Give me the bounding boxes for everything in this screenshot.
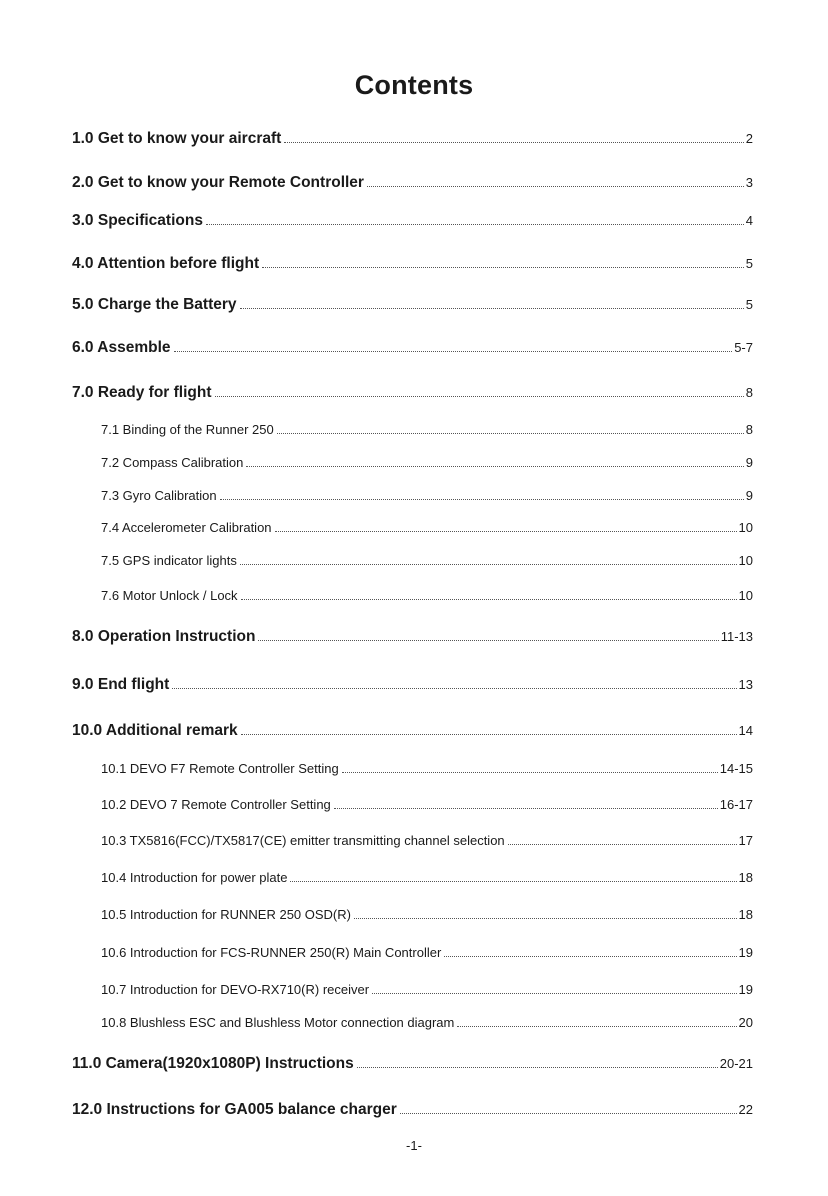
- toc-entry-label: 10.5 Introduction for RUNNER 250 OSD(R): [101, 907, 351, 922]
- toc-entry-10-8[interactable]: [101, 1015, 753, 1031]
- dot-leader: [508, 844, 737, 845]
- dot-leader: [457, 1026, 736, 1027]
- toc-entry-10-2[interactable]: [101, 797, 753, 813]
- dot-leader: [172, 688, 736, 689]
- toc-entry-page: 8: [745, 422, 753, 437]
- dot-leader: [284, 142, 743, 143]
- toc-entry-label: 8.0 Operation Instruction: [72, 628, 256, 645]
- toc-entry-label: 10.1 DEVO F7 Remote Controller Setting: [101, 761, 339, 776]
- dot-leader: [354, 918, 737, 919]
- toc-entry-label: 6.0 Assemble: [72, 339, 171, 356]
- toc-entry-label: 7.3 Gyro Calibration: [101, 488, 217, 503]
- toc-entry-6-0[interactable]: [72, 339, 753, 357]
- toc-entry-page: 18: [738, 907, 753, 922]
- toc-entry-page: 17: [738, 833, 753, 848]
- toc-entry-3-0[interactable]: [72, 212, 753, 230]
- dot-leader: [372, 993, 736, 994]
- toc-entry-7-3[interactable]: [101, 488, 753, 504]
- dot-leader: [357, 1067, 718, 1068]
- toc-entry-label: 7.0 Ready for flight: [72, 384, 212, 401]
- toc-entry-page: 18: [738, 870, 753, 885]
- toc-entry-10-3[interactable]: [101, 833, 753, 849]
- toc-entry-page: 16-17: [719, 797, 753, 812]
- toc-entry-5-0[interactable]: [72, 296, 753, 314]
- dot-leader: [262, 267, 744, 268]
- toc-entry-label: 4.0 Attention before flight: [72, 255, 260, 272]
- toc-entry-page: 14-15: [719, 761, 753, 776]
- toc-entry-page: 9: [745, 488, 753, 503]
- toc-entry-12-0[interactable]: [72, 1101, 753, 1119]
- toc-entry-label: 10.0 Additional remark: [72, 722, 238, 739]
- toc-entry-7-0[interactable]: [72, 384, 753, 402]
- toc-entry-11-0[interactable]: [72, 1055, 753, 1073]
- dot-leader: [275, 531, 737, 532]
- toc-entry-label: 10.4 Introduction for power plate: [101, 870, 288, 885]
- toc-entry-label: 2.0 Get to know your Remote Controller: [72, 174, 364, 191]
- toc-entry-label: 10.3 TX5816(FCC)/TX5817(CE) emitter transmitting channel selection: [101, 833, 505, 848]
- dot-leader: [246, 466, 743, 467]
- toc-entry-label: 10.6 Introduction for FCS-RUNNER 250(R) Main Controller: [101, 945, 442, 960]
- toc-entry-7-2[interactable]: [101, 455, 753, 471]
- dot-leader: [174, 351, 733, 352]
- dot-leader: [444, 956, 736, 957]
- toc-entry-page: 10: [738, 553, 753, 568]
- toc-entry-page: 19: [738, 945, 753, 960]
- toc-entry-10-7[interactable]: [101, 982, 753, 998]
- toc-entry-label: 10.2 DEVO 7 Remote Controller Setting: [101, 797, 331, 812]
- toc-entry-label: 12.0 Instructions for GA005 balance charger: [72, 1101, 397, 1118]
- toc-entry-10-6[interactable]: [101, 945, 753, 961]
- toc-entry-10-1[interactable]: [101, 761, 753, 777]
- toc-entry-label: 9.0 End flight: [72, 676, 170, 693]
- dot-leader: [367, 186, 744, 187]
- toc-entry-page: 13: [738, 677, 753, 692]
- toc-entry-label: 10.7 Introduction for DEVO-RX710(R) receiver: [101, 982, 370, 997]
- toc-entry-page: 3: [745, 175, 753, 190]
- toc-entry-1-0[interactable]: [72, 130, 753, 148]
- toc-entry-page: 8: [745, 385, 753, 400]
- toc-entry-page: 9: [745, 455, 753, 470]
- dot-leader: [240, 564, 737, 565]
- dot-leader: [290, 881, 736, 882]
- toc-entry-7-6[interactable]: [101, 588, 753, 604]
- dot-leader: [334, 808, 718, 809]
- toc-entry-page: 10: [738, 520, 753, 535]
- toc-entry-9-0[interactable]: [72, 676, 753, 694]
- dot-leader: [206, 224, 744, 225]
- page-title: Contents: [354, 70, 474, 100]
- toc-entry-label: 5.0 Charge the Battery: [72, 296, 237, 313]
- dot-leader: [277, 433, 744, 434]
- dot-leader: [215, 396, 744, 397]
- toc-entry-page: 19: [738, 982, 753, 997]
- toc-entry-page: 2: [745, 131, 753, 146]
- toc-entry-label: 7.4 Accelerometer Calibration: [101, 520, 272, 535]
- dot-leader: [400, 1113, 737, 1114]
- toc-entry-page: 22: [738, 1102, 753, 1117]
- dot-leader: [342, 772, 718, 773]
- toc-entry-page: 14: [738, 723, 753, 738]
- toc-entry-page: 20-21: [719, 1056, 753, 1071]
- dot-leader: [220, 499, 744, 500]
- toc-entry-10-0[interactable]: [72, 722, 753, 740]
- toc-entry-label: 7.1 Binding of the Runner 250: [101, 422, 274, 437]
- toc-entry-8-0[interactable]: [72, 628, 753, 646]
- toc-entry-7-1[interactable]: [101, 422, 753, 438]
- toc-entry-7-5[interactable]: [101, 553, 753, 569]
- toc-entry-label: 7.2 Compass Calibration: [101, 455, 244, 470]
- toc-entry-2-0[interactable]: [72, 174, 753, 192]
- dot-leader: [258, 640, 718, 641]
- toc-entry-page: 10: [738, 588, 753, 603]
- toc-entry-page: 11-13: [720, 629, 753, 644]
- toc-entry-page: 20: [738, 1015, 753, 1030]
- dot-leader: [241, 734, 737, 735]
- toc-entry-label: 7.5 GPS indicator lights: [101, 553, 237, 568]
- toc-entry-7-4[interactable]: [101, 520, 753, 536]
- toc-entry-label: 10.8 Blushless ESC and Blushless Motor connection diagram: [101, 1015, 455, 1030]
- toc-entry-10-5[interactable]: [101, 907, 753, 923]
- toc-entry-label: 1.0 Get to know your aircraft: [72, 130, 282, 147]
- toc-entry-label: 7.6 Motor Unlock / Lock: [101, 588, 238, 603]
- toc-entry-page: 4: [745, 213, 753, 228]
- toc-entry-label: 3.0 Specifications: [72, 212, 203, 229]
- toc-entry-4-0[interactable]: [72, 255, 753, 273]
- toc-entry-page: 5-7: [734, 340, 753, 355]
- dot-leader: [241, 599, 737, 600]
- page-number: -1-: [406, 1138, 422, 1153]
- toc-entry-page: 5: [745, 297, 753, 312]
- dot-leader: [240, 308, 744, 309]
- toc-entry-label: 11.0 Camera(1920x1080P) Instructions: [72, 1055, 354, 1072]
- toc-entry-page: 5: [745, 256, 753, 271]
- toc-entry-10-4[interactable]: [101, 870, 753, 886]
